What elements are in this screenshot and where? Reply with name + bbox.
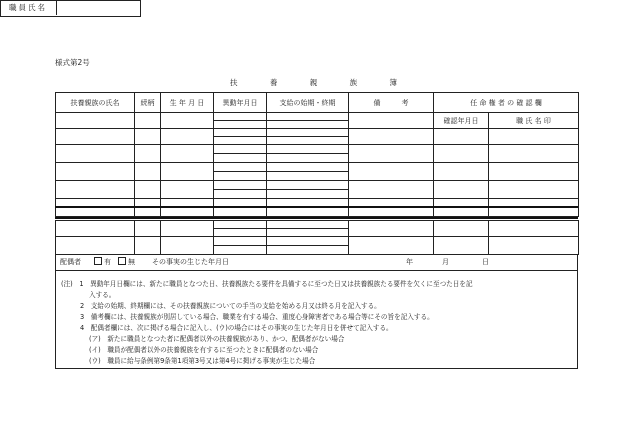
cell bbox=[161, 145, 214, 163]
cell bbox=[135, 145, 161, 163]
header-birthdate: 生 年 月 日 bbox=[161, 93, 214, 113]
cell bbox=[434, 145, 489, 163]
spouse-yes-option[interactable] bbox=[94, 254, 111, 270]
cell bbox=[267, 190, 349, 199]
cell bbox=[214, 229, 267, 237]
spouse-no-option[interactable] bbox=[118, 254, 135, 270]
cell bbox=[489, 163, 579, 181]
cell bbox=[489, 237, 579, 255]
cell bbox=[267, 129, 349, 137]
staff-name-box bbox=[0, 0, 141, 17]
header-remarks: 備 考 bbox=[349, 93, 434, 113]
cell bbox=[161, 163, 214, 181]
day-label: 日 bbox=[482, 258, 489, 266]
cell bbox=[349, 181, 434, 199]
cell bbox=[135, 113, 161, 129]
cell bbox=[214, 172, 267, 181]
cell bbox=[267, 237, 349, 246]
table-row bbox=[56, 221, 579, 229]
cell bbox=[267, 181, 349, 190]
header-change-date: 異動年月日 bbox=[214, 93, 267, 113]
note-line: 2 支給の始期、終期欄には、その扶養親族についての手当の支給を始める月又は終る月を記入する。 bbox=[80, 302, 381, 310]
cell bbox=[434, 237, 489, 255]
cell bbox=[214, 208, 267, 217]
cell bbox=[267, 172, 349, 181]
cell bbox=[434, 163, 489, 181]
note-line: (ア) 新たに職員となつた者に配偶者以外の扶養親族があり、かつ、配偶者がない場合 bbox=[89, 335, 345, 343]
cell bbox=[214, 121, 267, 129]
dependents-table bbox=[55, 92, 579, 217]
header-pay-period: 支給の始期・終期 bbox=[267, 93, 349, 113]
note-line: 入する。 bbox=[89, 291, 116, 299]
cell bbox=[489, 221, 579, 237]
cell bbox=[434, 181, 489, 199]
note-line: (注) 1 異動年月日欄には、新たに職員となつた日、扶養親族たる要件を具備するに至つた日又は扶養親族たる要件を欠くに至つた日を記 bbox=[61, 280, 473, 288]
cell bbox=[267, 113, 349, 121]
header-staff-seal: 職 氏 名 印 bbox=[489, 113, 579, 129]
table-row bbox=[56, 145, 579, 154]
cell bbox=[267, 163, 349, 172]
cell bbox=[56, 181, 135, 199]
cell bbox=[56, 237, 135, 255]
cell bbox=[161, 113, 214, 129]
cell bbox=[434, 129, 489, 145]
cell bbox=[214, 129, 267, 137]
table-row bbox=[56, 181, 579, 190]
cell bbox=[267, 145, 349, 154]
cell bbox=[56, 163, 135, 181]
cell bbox=[214, 145, 267, 154]
dependents-table-continued bbox=[55, 220, 579, 255]
note-line: (イ) 職員が配偶者以外の扶養親族を有するに至つたときに配偶者のない場合 bbox=[89, 346, 319, 354]
cell bbox=[267, 137, 349, 145]
cell bbox=[214, 137, 267, 145]
cell bbox=[161, 237, 214, 255]
cell bbox=[56, 221, 135, 237]
cell bbox=[161, 221, 214, 237]
spouse-date-label: その事実の生じた年月日 bbox=[152, 258, 229, 266]
cell bbox=[135, 181, 161, 199]
cell bbox=[161, 129, 214, 145]
cell bbox=[214, 190, 267, 199]
header-dependent-name: 扶養親族の氏名 bbox=[56, 93, 135, 113]
form-number: 様式第2号 bbox=[55, 58, 90, 67]
spouse-yes-label: 有 bbox=[104, 258, 111, 266]
staff-name-label: 職員氏名 bbox=[0, 0, 57, 15]
checkbox-no[interactable] bbox=[118, 257, 126, 265]
table-row bbox=[56, 237, 579, 246]
cell bbox=[349, 163, 434, 181]
notes-section bbox=[55, 270, 578, 369]
spouse-row bbox=[55, 254, 578, 271]
cell bbox=[135, 163, 161, 181]
cell bbox=[489, 129, 579, 145]
cell bbox=[214, 163, 267, 172]
cell bbox=[267, 154, 349, 163]
cell bbox=[267, 121, 349, 129]
section-divider bbox=[55, 206, 578, 208]
cell bbox=[214, 181, 267, 190]
cell bbox=[434, 221, 489, 237]
year-label: 年 bbox=[406, 258, 413, 266]
table-row bbox=[56, 129, 579, 137]
cell bbox=[267, 221, 349, 229]
header-confirmation: 任 命 権 者 の 確 認 欄 bbox=[434, 93, 579, 113]
cell bbox=[349, 221, 434, 237]
form-title: 扶 養 親 族 簿 bbox=[230, 78, 413, 87]
cell bbox=[135, 221, 161, 237]
cell bbox=[135, 237, 161, 255]
section-divider bbox=[55, 217, 578, 219]
checkbox-yes[interactable] bbox=[94, 257, 102, 265]
month-label: 月 bbox=[442, 258, 449, 266]
cell bbox=[214, 221, 267, 229]
note-line: (ウ) 職員に給与条例第9条第1項第3号又は第4号に掲げる事実が生じた場合 bbox=[89, 357, 316, 365]
cell bbox=[56, 113, 135, 129]
cell bbox=[214, 237, 267, 246]
cell bbox=[349, 113, 434, 129]
table-row bbox=[56, 163, 579, 172]
cell bbox=[489, 145, 579, 163]
header-confirm-date: 確認年月日 bbox=[434, 113, 489, 129]
cell bbox=[214, 154, 267, 163]
cell bbox=[267, 229, 349, 237]
cell bbox=[349, 145, 434, 163]
cell bbox=[56, 129, 135, 145]
cell bbox=[349, 129, 434, 145]
spouse-no-label: 無 bbox=[128, 258, 135, 266]
cell bbox=[214, 113, 267, 121]
note-line: 3 備考欄には、扶養親族が別居している場合、職業を有する場合、重度心身障害者である場合等にその旨を記入する。 bbox=[80, 313, 434, 321]
spouse-label: 配偶者 bbox=[60, 258, 81, 266]
cell bbox=[349, 237, 434, 255]
cell bbox=[161, 181, 214, 199]
cell bbox=[489, 181, 579, 199]
header-relation: 続柄 bbox=[135, 93, 161, 113]
cell bbox=[135, 129, 161, 145]
cell bbox=[267, 208, 349, 217]
cell bbox=[56, 145, 135, 163]
note-line: 4 配偶者欄には、次に掲げる場合に記入し、(ウ)の場合にはその事実の生じた年月日を併せて記入する。 bbox=[80, 324, 393, 332]
